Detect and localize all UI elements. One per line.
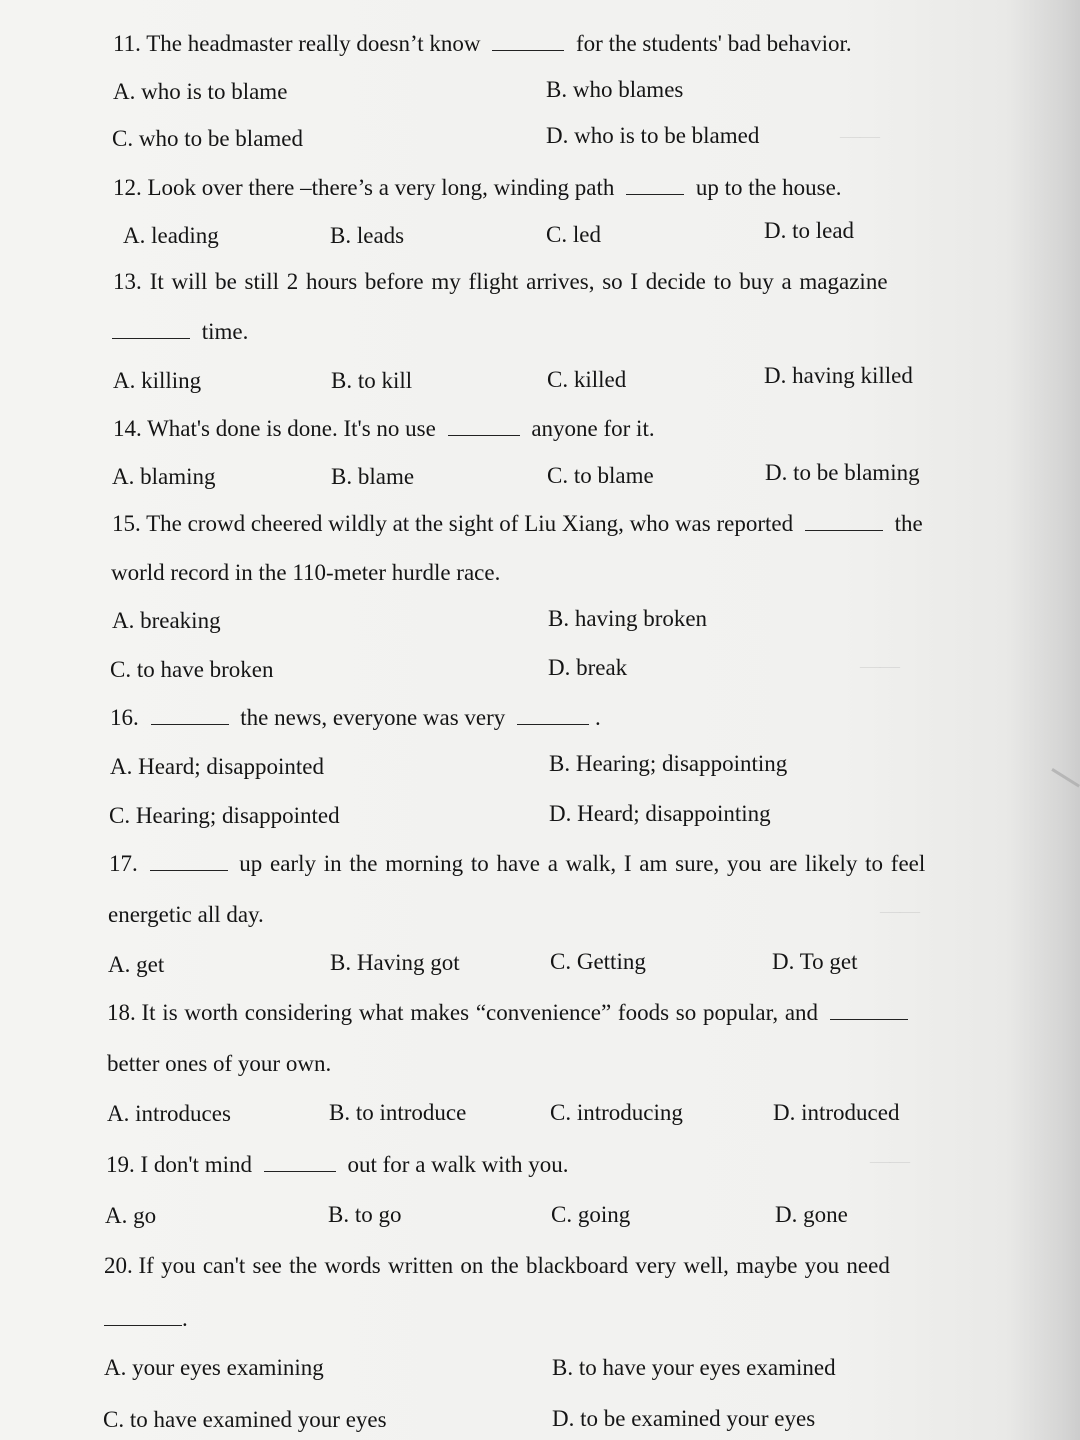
bleed-through-text: —— xyxy=(860,655,900,677)
question-stem xyxy=(112,510,982,538)
stem-text: If you can't see the words written on the blackboard very well, maybe you need xyxy=(138,1253,890,1278)
stem-text: What's done is done. It's no use xyxy=(147,416,436,441)
option-d: D. to lead xyxy=(764,218,855,243)
question-stem-continued xyxy=(112,318,248,346)
question-number: 18. xyxy=(107,1000,136,1025)
option-c: C. to have examined your eyes xyxy=(103,1407,387,1432)
question-number: 17. xyxy=(109,851,138,876)
question-stem xyxy=(113,174,842,202)
option-b: B. to have your eyes examined xyxy=(552,1355,836,1380)
stem-text: the xyxy=(894,511,923,536)
option-b: B. Having got xyxy=(330,950,460,975)
question-stem xyxy=(113,415,655,443)
option-b: B. blame xyxy=(331,464,415,489)
question-stem xyxy=(109,850,985,878)
question-number: 13. xyxy=(113,269,142,294)
stem-text: I don't mind xyxy=(140,1152,252,1177)
stem-text: It will be still 2 hours before my flight arrives, so I decide to buy a magazine xyxy=(149,269,888,294)
option-a: A. breaking xyxy=(112,608,221,633)
stem-text: Look over there –there’s a very long, winding path xyxy=(147,175,615,200)
answer-blank xyxy=(150,850,228,871)
option-b: B. to go xyxy=(328,1202,402,1227)
answer-blank xyxy=(830,999,908,1020)
question-number: 15. xyxy=(112,511,141,536)
question-number: 16. xyxy=(110,705,139,730)
option-b: B. leads xyxy=(330,223,405,248)
option-d: D. To get xyxy=(772,949,858,974)
stem-text: up early in the morning to have a walk, I am sure, you are likely to feel xyxy=(239,851,926,876)
question-number: 19. xyxy=(106,1152,135,1177)
option-c: C. Getting xyxy=(550,949,646,974)
stem-text: up to the house. xyxy=(695,175,842,200)
option-a: A. killing xyxy=(113,368,202,393)
option-d: D. having killed xyxy=(764,363,913,388)
option-b: B. Hearing; disappointing xyxy=(549,751,788,776)
stem-text: It is worth considering what makes “convenience” foods so popular, and xyxy=(141,1000,819,1025)
option-a: A. Heard; disappointed xyxy=(110,754,324,779)
question-stem xyxy=(106,1151,569,1179)
page-fold-mark xyxy=(1039,768,1080,808)
stem-text: for the students' bad behavior. xyxy=(576,31,852,56)
question-number: 11. xyxy=(113,31,141,56)
option-b: B. to kill xyxy=(331,368,413,393)
bleed-through-text: —— xyxy=(840,125,880,147)
option-c: C. introducing xyxy=(550,1100,683,1125)
option-d: D. to be blaming xyxy=(765,460,920,485)
question-stem xyxy=(110,704,601,732)
option-a: A. leading xyxy=(123,223,219,248)
question-stem-continued: better ones of your own. xyxy=(107,1051,332,1076)
option-c: C. going xyxy=(551,1202,631,1227)
question-number: 12. xyxy=(113,175,142,200)
answer-blank xyxy=(805,510,883,531)
option-d: D. to be examined your eyes xyxy=(552,1406,816,1431)
option-c: C. who to be blamed xyxy=(112,126,303,151)
answer-blank xyxy=(492,30,564,51)
option-c: C. to blame xyxy=(547,463,654,488)
stem-text: out for a walk with you. xyxy=(347,1152,569,1177)
stem-text: . xyxy=(595,705,601,730)
question-stem-continued: energetic all day. xyxy=(108,902,264,927)
option-c: C. led xyxy=(546,222,601,247)
bleed-through-text: —— xyxy=(870,1150,910,1172)
question-number: 20. xyxy=(104,1253,133,1278)
option-d: D. who is to be blamed xyxy=(546,123,760,148)
stem-text: . xyxy=(182,1306,188,1331)
option-b: B. who blames xyxy=(546,77,684,102)
option-c: C. Hearing; disappointed xyxy=(109,803,340,828)
option-a: A. get xyxy=(108,952,165,977)
option-a: A. introduces xyxy=(107,1101,231,1126)
question-stem xyxy=(113,268,979,296)
question-number: 14. xyxy=(113,416,142,441)
stem-text: the news, everyone was very xyxy=(240,705,506,730)
question-stem xyxy=(107,999,991,1027)
stem-text: The headmaster really doesn’t know xyxy=(146,31,481,56)
option-a: A. your eyes examining xyxy=(104,1355,324,1380)
option-a: A. go xyxy=(105,1203,157,1228)
answer-blank xyxy=(151,704,229,725)
answer-blank xyxy=(264,1151,336,1172)
option-b: B. to introduce xyxy=(329,1100,467,1125)
option-a: A. who is to blame xyxy=(113,79,288,104)
question-stem xyxy=(104,1252,996,1280)
option-b: B. having broken xyxy=(548,606,708,631)
option-c: C. to have broken xyxy=(110,657,274,682)
bleed-through-text: —— xyxy=(880,900,920,922)
stem-text: The crowd cheered wildly at the sight of Liu Xiang, who was reported xyxy=(146,511,794,536)
answer-blank xyxy=(626,174,684,195)
question-stem-continued: world record in the 110-meter hurdle race. xyxy=(111,560,501,585)
answer-blank xyxy=(112,318,190,339)
option-a: A. blaming xyxy=(112,464,216,489)
option-d: D. introduced xyxy=(773,1100,900,1125)
question-stem-continued xyxy=(104,1305,188,1333)
answer-blank xyxy=(104,1305,182,1326)
page-edge-shadow xyxy=(1008,0,1080,1440)
option-d: D. Heard; disappointing xyxy=(549,801,771,826)
question-stem xyxy=(113,30,852,58)
answer-blank xyxy=(517,704,589,725)
option-d: D. gone xyxy=(775,1202,848,1227)
stem-text: anyone for it. xyxy=(531,416,655,441)
option-c: C. killed xyxy=(547,367,627,392)
answer-blank xyxy=(448,415,520,436)
stem-text: time. xyxy=(201,319,249,344)
option-d: D. break xyxy=(548,655,628,680)
